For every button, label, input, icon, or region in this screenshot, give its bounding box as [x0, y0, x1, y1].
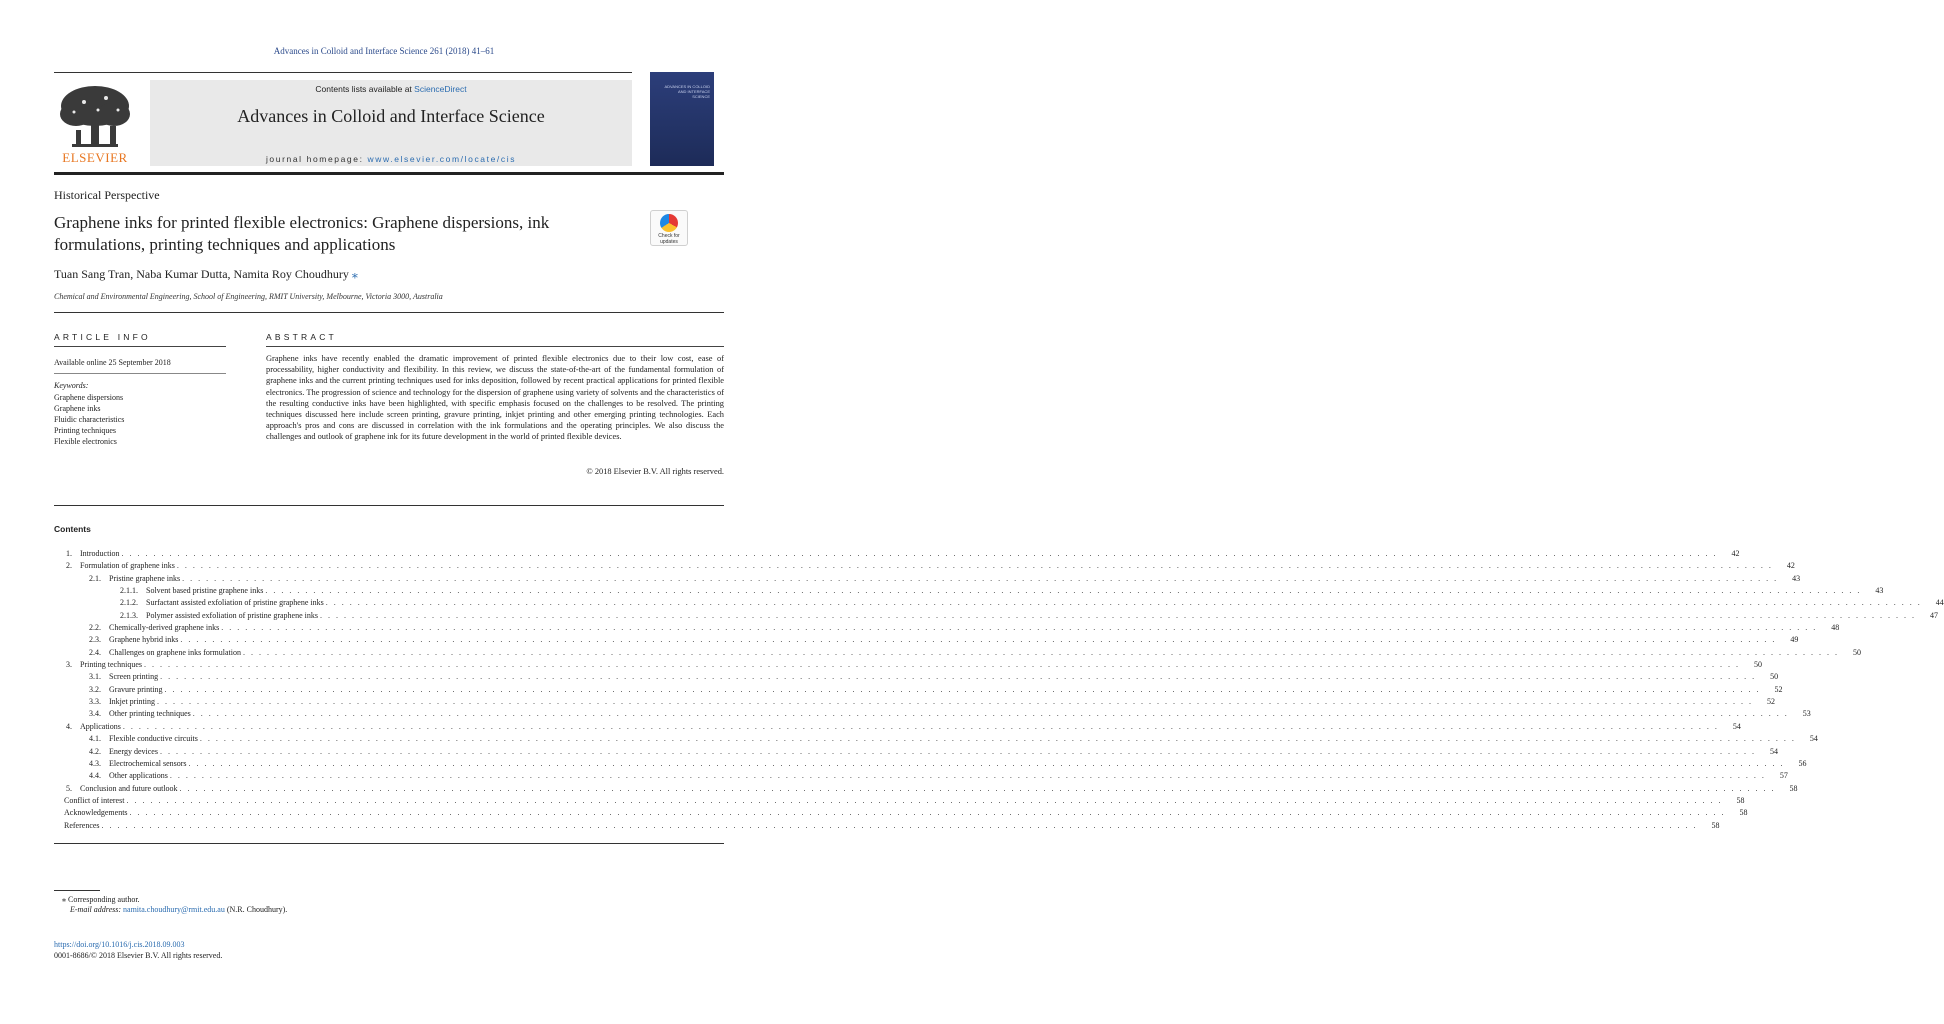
toc-number: 2.1.1.: [120, 586, 138, 596]
toc-number: 2.1.: [89, 573, 101, 583]
toc-entry[interactable]: [54, 647, 1861, 659]
footnote-rule: [54, 890, 100, 891]
keyword-item: Graphene inks: [54, 404, 101, 413]
toc-entry[interactable]: [54, 733, 1818, 745]
toc-page-number: 48: [1831, 623, 1840, 633]
corresponding-author-mark[interactable]: ⁎: [351, 267, 358, 281]
publisher-name: ELSEVIER: [62, 150, 128, 165]
toc-page-number: 56: [1798, 758, 1807, 768]
toc-number: 2.1.2.: [120, 598, 138, 608]
toc-entry[interactable]: [54, 746, 1778, 758]
toc-leader-dots: . . . . . . . . . . . . . . . . . . . . . . . . . . . . . . . . . . . . . . . . . . . . . . . . . . . . . . . . . . . . . . . . . . . . . . . . . . . . . . . . . . . . . . . . . . . . . . . . . . . . . . . . . . . . . . . . . . . . . . . . . . . . . . . . . . . . . . . . . . . . . . . . . . . . . . . . . . . . . . . . . . . . . . . . . . . . . . . . . . . . . . . . . . . . . . . . . . . . . . . .: [160, 672, 1757, 682]
toc-number: 2.2.: [89, 623, 101, 633]
doi-link[interactable]: https://doi.org/10.1016/j.cis.2018.09.003: [54, 940, 185, 949]
check-for-updates-icon: [660, 214, 678, 232]
toc-label: Inkjet printing: [109, 697, 155, 707]
toc-number: 2.4.: [89, 647, 101, 657]
available-online-date: Available online 25 September 2018: [54, 358, 171, 367]
toc-label: Acknowledgements: [64, 808, 128, 818]
article-info-subrule: [54, 373, 226, 374]
toc-label: Other applications: [109, 771, 168, 781]
toc-entry[interactable]: [54, 795, 1745, 807]
article-info-rule: [54, 346, 226, 347]
author-names: Tuan Sang Tran, Naba Kumar Dutta, Namita Roy Choudhury: [54, 267, 349, 281]
toc-label: Formulation of graphene inks: [80, 561, 175, 571]
toc-entry[interactable]: [54, 659, 1762, 671]
toc-entry[interactable]: [54, 610, 1938, 622]
email-name: (N.R. Choudhury).: [226, 905, 288, 914]
footnote-email: [70, 905, 287, 914]
toc-label: References: [64, 820, 100, 830]
toc-label: Conflict of interest: [64, 795, 125, 805]
toc-label: Graphene hybrid inks: [109, 635, 179, 645]
footnote-corresponding: [62, 895, 140, 904]
toc-label: Surfactant assisted exfoliation of pristine graphene inks: [146, 598, 324, 608]
toc-label: Applications: [80, 721, 121, 731]
header-thick-rule: [54, 172, 724, 175]
toc-number: 2.3.: [89, 635, 101, 645]
email-link[interactable]: namita.choudhury@rmit.edu.au: [123, 905, 225, 914]
toc-page-number: 42: [1731, 549, 1740, 558]
toc-entry[interactable]: [54, 783, 1798, 795]
toc-entry[interactable]: [54, 622, 1840, 634]
toc-leader-dots: . . . . . . . . . . . . . . . . . . . . . . . . . . . . . . . . . . . . . . . . . . . . . . . . . . . . . . . . . . . . . . . . . . . . . . . . . . . . . . . . . . . . . . . . . . . . . . . . . . . . . . . . . . . . . . . . . . . . . . . . . . . . . . . . . . . . . . . . . . . . . . . . . . . . . . . . . . . . . . . . . . . . . . . . . . . . . . . . . . . . . . . . . . . . . . . . . . . . . . . .: [188, 758, 1785, 768]
toc-entry[interactable]: [54, 671, 1779, 683]
toc-leader-dots: . . . . . . . . . . . . . . . . . . . . . . . . . . . . . . . . . . . . . . . . . . . . . . . . . . . . . . . . . . . . . . . . . . . . . . . . . . . . . . . . . . . . . . . . . . . . . . . . . . . . . . . . . . . . . . . . . . . . . . . . . . . . . . . . . . . . . . . . . . . . . . . . . . . . . . . . . . . . . . . . . . . . . . . . . . . . . . . . . . . . . . . . . . . . . . . . . . . . . . . .: [176, 561, 1773, 571]
check-for-updates-label: Check for updates: [658, 233, 680, 245]
toc-leader-dots: . . . . . . . . . . . . . . . . . . . . . . . . . . . . . . . . . . . . . . . . . . . . . . . . . . . . . . . . . . . . . . . . . . . . . . . . . . . . . . . . . . . . . . . . . . . . . . . . . . . . . . . . . . . . . . . . . . . . . . . . . . . . . . . . . . . . . . . . . . . . . . . . . . . . . . . . . . . . . . . . . . . . . . . . . . . . . . . . . . . . . . . . . . . . . . . . . . . . . . . .: [182, 573, 1779, 583]
footnote-corresponding-text: Corresponding author.: [68, 895, 140, 904]
toc-leader-dots: . . . . . . . . . . . . . . . . . . . . . . . . . . . . . . . . . . . . . . . . . . . . . . . . . . . . . . . . . . . . . . . . . . . . . . . . . . . . . . . . . . . . . . . . . . . . . . . . . . . . . . . . . . . . . . . . . . . . . . . . . . . . . . . . . . . . . . . . . . . . . . . . . . . . . . . . . . . . . . . . . . . . . . . . . . . . . . . . . . . . . . . . . . . . . . . . . . . . . . . .: [164, 684, 1761, 694]
toc-entry[interactable]: [54, 634, 1799, 646]
toc-page-number: 58: [1739, 808, 1748, 818]
contents-availability: [150, 84, 632, 94]
keyword-item: Fluidic characteristics: [54, 415, 125, 424]
toc-leader-dots: . . . . . . . . . . . . . . . . . . . . . . . . . . . . . . . . . . . . . . . . . . . . . . . . . . . . . . . . . . . . . . . . . . . . . . . . . . . . . . . . . . . . . . . . . . . . . . . . . . . . . . . . . . . . . . . . . . . . . . . . . . . . . . . . . . . . . . . . . . . . . . . . . . . . . . . . . . . . . . . . . . . . . . . . . . . . . . . . . . . . . . . . . . . . . . . . . . . . . . . .: [157, 697, 1753, 707]
toc-entry[interactable]: [54, 696, 1775, 708]
toc-leader-dots: . . . . . . . . . . . . . . . . . . . . . . . . . . . . . . . . . . . . . . . . . . . . . . . . . . . . . . . . . . . . . . . . . . . . . . . . . . . . . . . . . . . . . . . . . . . . . . . . . . . . . . . . . . . . . . . . . . . . . . . . . . . . . . . . . . . . . . . . . . . . . . . . . . . . . . . . . . . . . . . . . . . . . . . . . . . . . . . . . . . . . . . . . . . . . . . . . . . . . . . .: [144, 660, 1740, 670]
toc-leader-dots: . . . . . . . . . . . . . . . . . . . . . . . . . . . . . . . . . . . . . . . . . . . . . . . . . . . . . . . . . . . . . . . . . . . . . . . . . . . . . . . . . . . . . . . . . . . . . . . . . . . . . . . . . . . . . . . . . . . . . . . . . . . . . . . . . . . . . . . . . . . . . . . . . . . . . . . . . . . . . . . . . . . . . . . . . . . . . . . . . . . . . . . . . . . . . . . . . . . . . . . .: [121, 549, 1718, 558]
homepage-link[interactable]: www.elsevier.com/locate/cis: [367, 154, 517, 164]
toc-entry[interactable]: [54, 597, 1944, 609]
toc-page-number: 58: [1711, 820, 1720, 830]
toc-number: 4.4.: [89, 771, 101, 781]
toc-entry[interactable]: [54, 585, 1884, 597]
toc-page-number: 54: [1769, 746, 1778, 756]
contents-prefix: Contents lists available at: [315, 84, 415, 94]
journal-title: Advances in Colloid and Interface Science: [237, 106, 545, 126]
toc-label: Conclusion and future outlook: [80, 783, 178, 793]
toc-page-number: 47: [1929, 610, 1938, 620]
toc-entry[interactable]: [54, 548, 1740, 560]
toc-leader-dots: . . . . . . . . . . . . . . . . . . . . . . . . . . . . . . . . . . . . . . . . . . . . . . . . . . . . . . . . . . . . . . . . . . . . . . . . . . . . . . . . . . . . . . . . . . . . . . . . . . . . . . . . . . . . . . . . . . . . . . . . . . . . . . . . . . . . . . . . . . . . . . . . . . . . . . . . . . . . . . . . . . . . . . . . . . . . . . . . . . . . . . . . . . . . . . . . . . . . . . . .: [199, 734, 1796, 744]
toc-entry[interactable]: [54, 758, 1807, 770]
toc-number: 1.: [66, 549, 72, 558]
toc-label: Electrochemical sensors: [109, 758, 187, 768]
toc-label: Pristine graphene inks: [109, 573, 181, 583]
toc-entry[interactable]: [54, 721, 1741, 733]
toc-label: Energy devices: [109, 746, 158, 756]
homepage-prefix: journal homepage:: [265, 154, 368, 164]
toc-page-number: 57: [1779, 771, 1788, 781]
toc-leader-dots: . . . . . . . . . . . . . . . . . . . . . . . . . . . . . . . . . . . . . . . . . . . . . . . . . . . . . . . . . . . . . . . . . . . . . . . . . . . . . . . . . . . . . . . . . . . . . . . . . . . . . . . . . . . . . . . . . . . . . . . . . . . . . . . . . . . . . . . . . . . . . . . . . . . . . . . . . . . . . . . . . . . . . . . . . . . . . . . . . . . . . . . . . . . . . . . . . . . . . . . .: [319, 610, 1916, 620]
toc-page-number: 54: [1732, 721, 1741, 731]
keyword-item: Printing techniques: [54, 426, 116, 435]
toc-entry[interactable]: [54, 770, 1788, 782]
keywords-label: Keywords:: [54, 381, 89, 390]
toc-leader-dots: . . . . . . . . . . . . . . . . . . . . . . . . . . . . . . . . . . . . . . . . . . . . . . . . . . . . . . . . . . . . . . . . . . . . . . . . . . . . . . . . . . . . . . . . . . . . . . . . . . . . . . . . . . . . . . . . . . . . . . . . . . . . . . . . . . . . . . . . . . . . . . . . . . . . . . . . . . . . . . . . . . . . . . . . . . . . . . . . . . . . . . . . . . . . . . . . . . . . . . . .: [221, 623, 1818, 633]
toc-number: 3.1.: [89, 672, 101, 682]
toc-entry[interactable]: [54, 684, 1783, 696]
author-affiliation: Chemical and Environmental Engineering, School of Engineering, RMIT University, Melbourne, Victoria 3000, Australia: [54, 292, 443, 301]
toc-page-number: 44: [1935, 598, 1944, 608]
toc-page-number: 58: [1736, 795, 1745, 805]
toc-entry[interactable]: [54, 807, 1748, 819]
toc-page-number: 58: [1789, 783, 1798, 793]
keyword-item: Graphene dispersions: [54, 393, 124, 402]
toc-label: Introduction: [80, 549, 120, 558]
toc-number: 3.2.: [89, 684, 101, 694]
toc-number: 3.4.: [89, 709, 101, 719]
abstract-text: Graphene inks have recently enabled the dramatic improvement of printed flexible electronics due to their low cost, ease of processability, higher conductivity and flexibility. In this review, we discuss the state-of-the-art of the fundamental formulation of graphene inks and the current printing techniques used for inks deposition, followed by recent practical applications for printed flexible electronics. The progression of science and technology for the dispersion of graphene using variety of solvents and the characteristics of the resulting conductive inks have been highlighted, with specific emphasis focused on the challenges to be resolved. The printing techniques discussed here include screen printing, gravure printing, inkjet printing and other emerging printing technologies. Each approach's pros and cons are discussed in correlation with the ink formulations and the operating principles. We also discuss the challenges and outlook of graphene ink for its future development in the world of printed flexible devices.: [266, 354, 724, 442]
toc-leader-dots: . . . . . . . . . . . . . . . . . . . . . . . . . . . . . . . . . . . . . . . . . . . . . . . . . . . . . . . . . . . . . . . . . . . . . . . . . . . . . . . . . . . . . . . . . . . . . . . . . . . . . . . . . . . . . . . . . . . . . . . . . . . . . . . . . . . . . . . . . . . . . . . . . . . . . . . . . . . . . . . . . . . . . . . . . . . . . . . . . . . . . . . . . . . . . . . . . . . . . . . .: [159, 746, 1756, 756]
toc-page-number: 52: [1774, 684, 1783, 694]
issn-copyright: 0001-8686/© 2018 Elsevier B.V. All rights reserved.: [54, 951, 223, 960]
journal-citation: Advances in Colloid and Interface Science 261 (2018) 41–61: [273, 46, 495, 56]
section-rule: [54, 312, 724, 313]
toc-number: 4.2.: [89, 746, 101, 756]
toc-label: Gravure printing: [109, 684, 163, 694]
toc-label: Challenges on graphene inks formulation: [109, 647, 241, 657]
toc-number: 3.3.: [89, 697, 101, 707]
toc-label: Other printing techniques: [109, 709, 191, 719]
toc-label: Chemically-derived graphene inks: [109, 623, 220, 633]
toc-page-number: 52: [1767, 697, 1775, 707]
toc-entry[interactable]: [54, 560, 1795, 572]
toc-leader-dots: . . . . . . . . . . . . . . . . . . . . . . . . . . . . . . . . . . . . . . . . . . . . . . . . . . . . . . . . . . . . . . . . . . . . . . . . . . . . . . . . . . . . . . . . . . . . . . . . . . . . . . . . . . . . . . . . . . . . . . . . . . . . . . . . . . . . . . . . . . . . . . . . . . . . . . . . . . . . . . . . . . . . . . . . . . . . . . . . . . . . . . . . . . . . . . . . . . . . . . . .: [192, 709, 1789, 719]
article-type: Historical Perspective: [54, 188, 160, 202]
toc-leader-dots: . . . . . . . . . . . . . . . . . . . . . . . . . . . . . . . . . . . . . . . . . . . . . . . . . . . . . . . . . . . . . . . . . . . . . . . . . . . . . . . . . . . . . . . . . . . . . . . . . . . . . . . . . . . . . . . . . . . . . . . . . . . . . . . . . . . . . . . . . . . . . . . . . . . . . . . . . . . . . . . . . . . . . . . . . . . . . . . . . . . . . . . . . . . . . . . . . . . . . . . .: [265, 586, 1862, 596]
toc-page-number: 49: [1790, 635, 1799, 645]
toc-number: 2.: [66, 561, 72, 571]
toc-page-number: 50: [1770, 672, 1779, 682]
footnote-mark: ⁎: [62, 895, 66, 904]
toc-leader-dots: . . . . . . . . . . . . . . . . . . . . . . . . . . . . . . . . . . . . . . . . . . . . . . . . . . . . . . . . . . . . . . . . . . . . . . . . . . . . . . . . . . . . . . . . . . . . . . . . . . . . . . . . . . . . . . . . . . . . . . . . . . . . . . . . . . . . . . . . . . . . . . . . . . . . . . . . . . . . . . . . . . . . . . . . . . . . . . . . . . . . . . . . . . . . . . . . . . . . . . . .: [242, 647, 1839, 657]
author-list: [54, 267, 358, 282]
toc-entry[interactable]: [54, 820, 1720, 832]
toc-number: 4.: [66, 721, 72, 731]
toc-entry[interactable]: [54, 708, 1811, 720]
toc-entry[interactable]: [54, 573, 1801, 585]
toc-leader-dots: . . . . . . . . . . . . . . . . . . . . . . . . . . . . . . . . . . . . . . . . . . . . . . . . . . . . . . . . . . . . . . . . . . . . . . . . . . . . . . . . . . . . . . . . . . . . . . . . . . . . . . . . . . . . . . . . . . . . . . . . . . . . . . . . . . . . . . . . . . . . . . . . . . . . . . . . . . . . . . . . . . . . . . . . . . . . . . . . . . . . . . . . . . . . . . . . . . . . . . . .: [129, 808, 1726, 818]
toc-label: Solvent based pristine graphene inks: [146, 586, 264, 596]
abstract-rule: [266, 346, 724, 347]
toc-leader-dots: . . . . . . . . . . . . . . . . . . . . . . . . . . . . . . . . . . . . . . . . . . . . . . . . . . . . . . . . . . . . . . . . . . . . . . . . . . . . . . . . . . . . . . . . . . . . . . . . . . . . . . . . . . . . . . . . . . . . . . . . . . . . . . . . . . . . . . . . . . . . . . . . . . . . . . . . . . . . . . . . . . . . . . . . . . . . . . . . . . . . . . . . . . . . . . . . . . . . . . . .: [325, 598, 1922, 608]
contents-heading: Contents: [54, 524, 91, 534]
email-label: E-mail address:: [70, 905, 122, 914]
toc-page-number: 50: [1852, 647, 1861, 657]
toc-label: Polymer assisted exfoliation of pristine graphene inks: [146, 610, 318, 620]
journal-homepage: [150, 154, 632, 164]
toc-leader-dots: . . . . . . . . . . . . . . . . . . . . . . . . . . . . . . . . . . . . . . . . . . . . . . . . . . . . . . . . . . . . . . . . . . . . . . . . . . . . . . . . . . . . . . . . . . . . . . . . . . . . . . . . . . . . . . . . . . . . . . . . . . . . . . . . . . . . . . . . . . . . . . . . . . . . . . . . . . . . . . . . . . . . . . . . . . . . . . . . . . . . . . . . . . . . . . . . . . . . . . . .: [101, 820, 1698, 830]
toc-page-number: 43: [1875, 586, 1884, 596]
header-rule: [54, 72, 632, 73]
toc-leader-dots: . . . . . . . . . . . . . . . . . . . . . . . . . . . . . . . . . . . . . . . . . . . . . . . . . . . . . . . . . . . . . . . . . . . . . . . . . . . . . . . . . . . . . . . . . . . . . . . . . . . . . . . . . . . . . . . . . . . . . . . . . . . . . . . . . . . . . . . . . . . . . . . . . . . . . . . . . . . . . . . . . . . . . . . . . . . . . . . . . . . . . . . . . . . . . . . . . . . . . . . .: [169, 771, 1766, 781]
toc-page-number: 50: [1754, 660, 1762, 670]
article-info-heading: ARTICLE INFO: [54, 332, 151, 342]
keywords-list: [54, 392, 124, 447]
toc-number: 4.1.: [89, 734, 101, 744]
toc-label: Screen printing: [109, 672, 159, 682]
toc-page-number: 43: [1792, 573, 1801, 583]
abstract-copyright: © 2018 Elsevier B.V. All rights reserved.: [586, 467, 724, 476]
abstract-heading: ABSTRACT: [266, 332, 337, 342]
article-title: Graphene inks for printed flexible electronics: Graphene dispersions, ink formulations, printing techniques and applications: [54, 213, 550, 254]
toc-number: 4.3.: [89, 758, 101, 768]
keyword-item: Flexible electronics: [54, 437, 117, 446]
contents-rule: [54, 505, 724, 506]
contents-bottom-rule: [54, 843, 724, 844]
journal-cover-title: ADVANCES IN COLLOID AND INTERFACE SCIENCE: [664, 84, 710, 99]
toc-leader-dots: . . . . . . . . . . . . . . . . . . . . . . . . . . . . . . . . . . . . . . . . . . . . . . . . . . . . . . . . . . . . . . . . . . . . . . . . . . . . . . . . . . . . . . . . . . . . . . . . . . . . . . . . . . . . . . . . . . . . . . . . . . . . . . . . . . . . . . . . . . . . . . . . . . . . . . . . . . . . . . . . . . . . . . . . . . . . . . . . . . . . . . . . . . . . . . . . . . . . . . . .: [179, 783, 1776, 793]
toc-leader-dots: . . . . . . . . . . . . . . . . . . . . . . . . . . . . . . . . . . . . . . . . . . . . . . . . . . . . . . . . . . . . . . . . . . . . . . . . . . . . . . . . . . . . . . . . . . . . . . . . . . . . . . . . . . . . . . . . . . . . . . . . . . . . . . . . . . . . . . . . . . . . . . . . . . . . . . . . . . . . . . . . . . . . . . . . . . . . . . . . . . . . . . . . . . . . . . . . . . . . . . . .: [180, 635, 1777, 645]
toc-number: 2.1.3.: [120, 610, 138, 620]
sciencedirect-link[interactable]: ScienceDirect: [414, 84, 467, 94]
toc-leader-dots: . . . . . . . . . . . . . . . . . . . . . . . . . . . . . . . . . . . . . . . . . . . . . . . . . . . . . . . . . . . . . . . . . . . . . . . . . . . . . . . . . . . . . . . . . . . . . . . . . . . . . . . . . . . . . . . . . . . . . . . . . . . . . . . . . . . . . . . . . . . . . . . . . . . . . . . . . . . . . . . . . . . . . . . . . . . . . . . . . . . . . . . . . . . . . . . . . . . . . . . .: [122, 721, 1719, 731]
toc-number: 3.: [66, 660, 72, 670]
table-of-contents: [54, 548, 1944, 832]
toc-label: Printing techniques: [80, 660, 142, 670]
toc-leader-dots: . . . . . . . . . . . . . . . . . . . . . . . . . . . . . . . . . . . . . . . . . . . . . . . . . . . . . . . . . . . . . . . . . . . . . . . . . . . . . . . . . . . . . . . . . . . . . . . . . . . . . . . . . . . . . . . . . . . . . . . . . . . . . . . . . . . . . . . . . . . . . . . . . . . . . . . . . . . . . . . . . . . . . . . . . . . . . . . . . . . . . . . . . . . . . . . . . . . . . . . .: [126, 795, 1723, 805]
toc-label: Flexible conductive circuits: [109, 734, 198, 744]
toc-page-number: 53: [1802, 709, 1811, 719]
toc-page-number: 42: [1786, 561, 1795, 571]
toc-number: 5.: [66, 783, 72, 793]
toc-page-number: 54: [1809, 734, 1818, 744]
